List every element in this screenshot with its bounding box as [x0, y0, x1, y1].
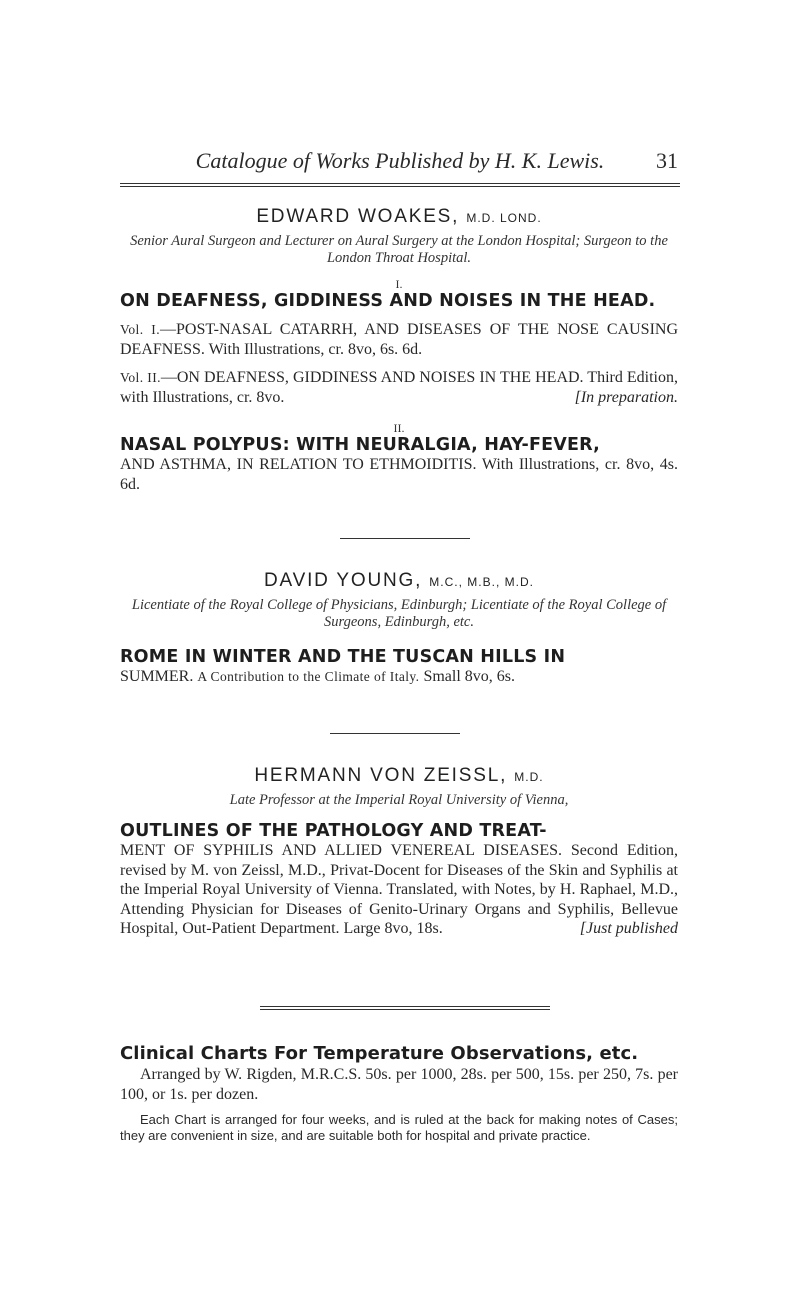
section-divider-bottom: [260, 1009, 550, 1010]
work-numeral: II.: [393, 421, 405, 435]
entry-zeissl: [120, 765, 678, 939]
publication-status: [Just published: [579, 920, 678, 937]
entry-clinical-charts: [120, 1043, 678, 1144]
volume-label: Vol. II.: [120, 370, 161, 385]
section-divider: [340, 538, 470, 539]
header-rule-top: [120, 183, 680, 184]
header-rule-bottom: [120, 186, 680, 187]
author-degree: M.D. LOND.: [466, 211, 542, 225]
author-name-text: HERMANN VON ZEISSL,: [254, 765, 508, 786]
volume-text: —ON DEAFNESS, GIDDINESS AND NOISES IN THE HEAD. Third Edition, with Illustrations, cr. 8vo.: [120, 369, 679, 406]
work-title: NASAL POLYPUS: WITH NEURALGIA, HAY-FEVER,: [120, 435, 600, 455]
work-description: AND ASTHMA, IN RELATION TO ETHMOIDITIS. With Illustrations, cr. 8vo, 4s. 6d.: [120, 456, 678, 493]
author-affiliation: Licentiate of the Royal College of Physicians, Edinburgh; Licentiate of the Royal College of Surgeons, Edinburgh, etc.: [131, 597, 667, 630]
section-divider-top: [260, 1006, 550, 1007]
volume-text: —POST-NASAL CATARRH, AND DISEASES OF THE NOSE CAUSING DEAFNESS. With Illustrations, cr. 8vo, 6s. 6d.: [120, 321, 679, 358]
work-numeral: I.: [395, 277, 403, 291]
work-title: ROME IN WINTER AND THE TUSCAN HILLS IN: [120, 647, 566, 667]
author-name: [120, 570, 678, 593]
work-text: MENT OF SYPHILIS AND ALLIED VENEREAL DISEASES. Second Edition, revised by M. von Zeissl, M.D., Privat-Docent for Diseases of the Skin and Syphilis at the Imperial Royal University of Vienna. Translated, with Notes, by H. Raphael, M.D., Attending Physician for Diseases of Genito-Urinary Organs and Syphilis, Bellevue Hospital, Out-Patient Department. Large 8vo, 18s.: [120, 842, 678, 937]
work-note: Each Chart is arranged for four weeks, and is ruled at the back for making notes of Cases; they are convenient in size, and are suitable both for hospital and private practice.: [120, 1112, 678, 1143]
work-text-tail: Small 8vo, 6s.: [423, 668, 515, 685]
publication-status: [In preparation.: [574, 388, 678, 406]
work-title: OUTLINES OF THE PATHOLOGY AND TREAT-: [120, 821, 547, 841]
author-name: [120, 765, 678, 788]
author-name: [120, 206, 678, 229]
entry-young: [120, 570, 678, 687]
volume-1-entry: [120, 320, 678, 359]
author-affiliation: Senior Aural Surgeon and Lecturer on Aural Surgery at the London Hospital; Surgeon to the London Throat Hospital.: [130, 233, 668, 266]
work-description: [120, 841, 678, 939]
author-affiliation: Late Professor at the Imperial Royal University of Vienna,: [229, 792, 569, 808]
author-degree: M.D.: [514, 770, 544, 784]
work-text-lead: SUMMER.: [120, 668, 194, 685]
entry-woakes: [120, 206, 678, 494]
volume-label: Vol. I.: [120, 322, 160, 337]
author-name-text: EDWARD WOAKES,: [256, 206, 460, 227]
work-title: ON DEAFNESS, GIDDINESS AND NOISES IN THE HEAD.: [120, 291, 656, 311]
running-title: Catalogue of Works Published by H. K. Lewis.: [195, 148, 605, 173]
section-divider: [330, 733, 460, 734]
page-number: 31: [656, 148, 678, 173]
volume-2-entry: [120, 368, 678, 407]
work-subtitle: A Contribution to the Climate of Italy.: [197, 669, 420, 684]
author-name-text: DAVID YOUNG,: [264, 570, 423, 591]
work-description: [120, 667, 678, 687]
author-degree: M.C., M.B., M.D.: [429, 575, 534, 589]
work-description: Arranged by W. Rigden, M.R.C.S. 50s. per 1000, 28s. per 500, 15s. per 250, 7s. per 100, or 1s. per dozen.: [120, 1066, 678, 1103]
work-title: Clinical Charts For Temperature Observations, etc.: [120, 1043, 639, 1064]
